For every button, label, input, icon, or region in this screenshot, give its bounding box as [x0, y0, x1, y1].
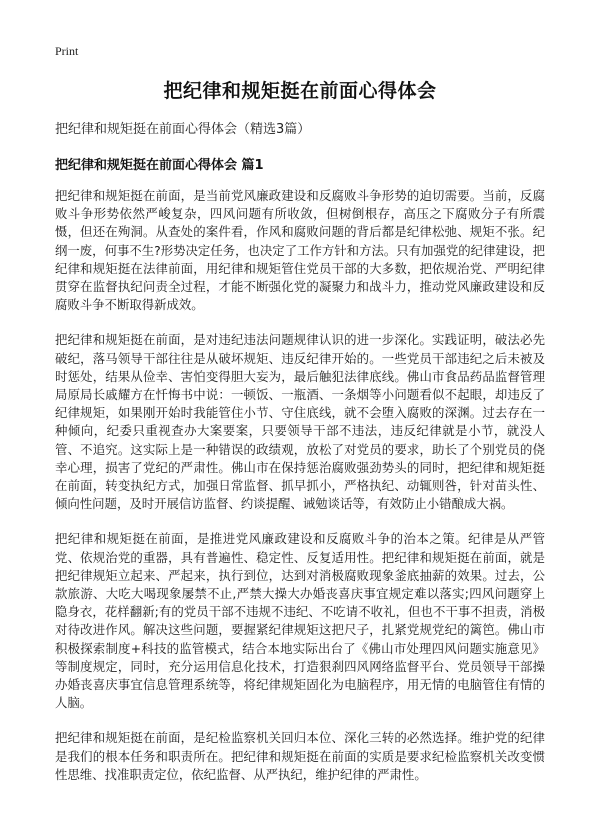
article-subtitle: 把纪律和规矩挺在前面心得体会（精选3篇）	[55, 122, 311, 137]
article-body	[55, 118, 545, 801]
print-link[interactable]: Print	[55, 44, 79, 58]
paragraph-3: 把纪律和规矩挺在前面，是推进党风廉政建设和反腐败斗争的治本之策。纪律是从严管党、依规治党的重器，具有普遍性、稳定性、反复适用性。把纪律和规矩挺在前面，就是把纪律规矩立起来、严起来，执行到位，达到对消极腐败现象釜底抽薪的效果。过去，公款旅游、大吃大喝现象屡禁不止,严禁大操大办婚丧喜庆事宜规定难以落实;四风问题穿上隐身衣，花样翻新;有的党员干部不违规不违纪、不吃请不收礼，但也不干事不担责，消极对待改进作风。解决这些问题，要握紧纪律规矩这把尺子，扎紧党规党纪的篱笆。佛山市积极探索制度+科技的监管模式，结合本地实际出台了《佛山市处理四风问题实施意见》等制度规定，同时，充分运用信息化技术，打造狠刹四风网络监督平台、党员领导干部操办婚丧喜庆事宜信息管理系统等，将纪律规矩固化为电脑程序，用无情的电脑管住有情的人脑。	[55, 531, 545, 711]
section-heading: 把纪律和规矩挺在前面心得体会 篇1	[55, 158, 264, 173]
paragraph-4: 把纪律和规矩挺在前面，是纪检监察机关回归本位、深化三转的必然选择。维护党的纪律是我们的根本任务和职责所在。把纪律和规矩挺在前面的实质是要求纪检监察机关改变惯性思维、找准职责定位，依纪监督、从严执纪，维护纪律的严肃性。	[55, 730, 545, 782]
paragraph-1: 把纪律和规矩挺在前面，是当前党风廉政建设和反腐败斗争形势的迫切需要。当前，反腐败斗争形势依然严峻复杂，四风问题有所收敛，但树倒根存，高压之下腐败分子有所震慑，但还在殉洞。从查处的案件看，作风和腐败问题的背后都是纪律松弛、规矩不张。纪纲一废，何事不生?形势决定任务，也决定了工作方针和方法。只有加强党的纪律建设，把纪律和规矩挺在法律前面，用纪律和规矩管住党员干部的大多数，把依规治党、严明纪律贯穿在监督执纪问责全过程，才能不断强化党的凝聚力和战斗力，推动党风廉政建设和反腐败斗争不断取得新成效。	[55, 188, 545, 313]
page-title: 把纪律和规矩挺在前面心得体会	[163, 80, 437, 102]
paragraph-2: 把纪律和规矩挺在前面，是对违纪违法问题规律认识的进一步深化。实践证明，破法必先破纪，落马领导干部往往是从破坏规矩、违反纪律开始的。一些党员干部违纪之后未被及时惩处，结果从俭幸、害怕变得胆大妄为，最后触犯法律底线。佛山市食品药品监督管理局原局长戚耀方在忏悔书中说：一顿饭、一瓶酒、一条烟等小问题看似不起眼，却违反了纪律规矩，如果刚开始时我能管住小节、守住底线，就不会堕入腐败的深渊。过去存在一种倾向，纪委只重视查办大案要案，只要领导干部不违法，违反纪律就是小节，就没人管、不追究。这实际上是一种错误的政绩观，放松了对党员的要求，助长了个别党员的侥幸心理，损害了党纪的严肃性。佛山市在保持惩治腐败强劲势头的同时，把纪律和规矩挺在前面，转变执纪方式，加强日常监督、抓早抓小，严格执纪、动辄则咎，针对苗头性、倾向性问题，及时开展信访监督、约谈提醒、诫勉谈话等，有效防止小错酿成大祸。	[55, 332, 545, 512]
